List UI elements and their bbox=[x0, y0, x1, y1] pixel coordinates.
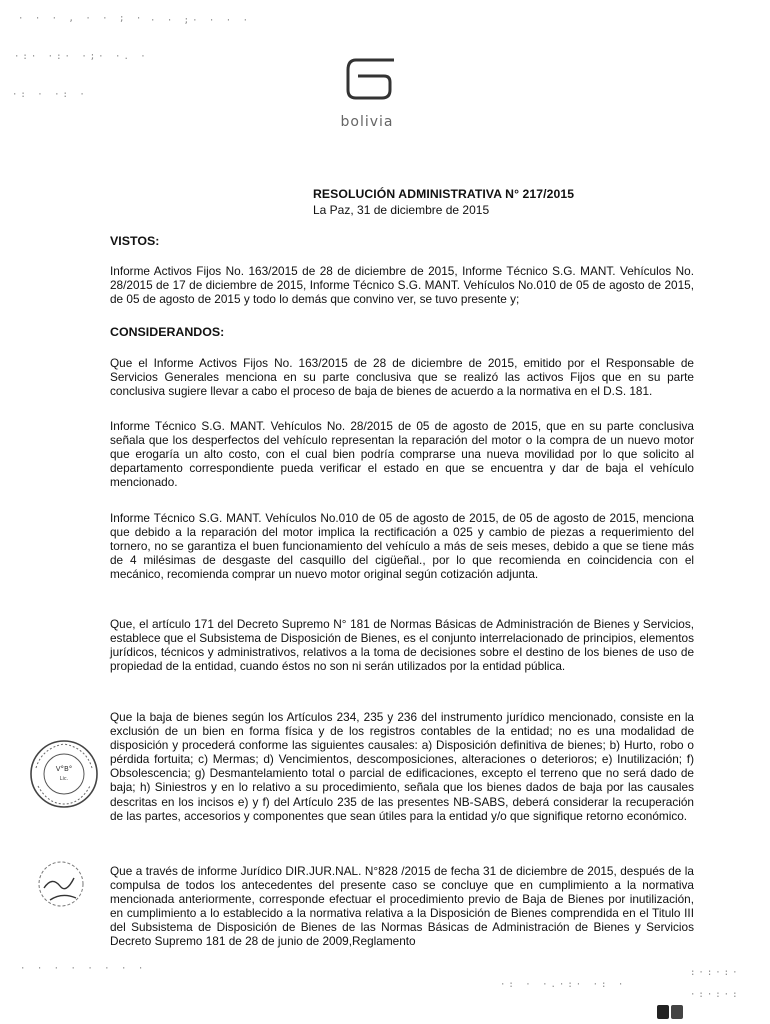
scan-noise: · · · · · · · · bbox=[20, 964, 147, 974]
scan-noise: ·: · ·: · bbox=[12, 90, 88, 100]
scan-noise: ·:·:·: bbox=[690, 990, 741, 1000]
paragraph-considerando-1: Que el Informe Activos Fijos No. 163/2015 de 28 de diciembre de 2015, emitido por el Responsable de Servicios Generales menciona en su parte conclusiva que se realizó las activos Fijos que en su parte conclusiva sugiere llevar a cabo el proceso de baja de bienes de acuerdo a la normativa en el D.S. 181. bbox=[110, 356, 694, 399]
section-vistos: VISTOS: bbox=[110, 234, 160, 248]
signature-stamp-icon bbox=[30, 858, 92, 916]
resolution-title: RESOLUCIÓN ADMINISTRATIVA N° 217/2015 bbox=[313, 187, 575, 201]
scan-noise: ·: · ·.·:· ·: · bbox=[500, 980, 627, 990]
scan-noise: · · · , · · ; · bbox=[18, 14, 145, 24]
scan-noise: · · ;· · · · bbox=[150, 16, 252, 26]
logo-wordmark: bolivia bbox=[340, 114, 394, 130]
section-considerandos: CONSIDERANDOS: bbox=[110, 325, 225, 339]
bolivia-tv-logo-icon bbox=[338, 56, 398, 102]
corner-mark-icon bbox=[656, 1004, 686, 1020]
round-seal-stamp-icon bbox=[28, 738, 100, 810]
resolution-date: La Paz, 31 de diciembre de 2015 bbox=[313, 203, 490, 217]
paragraph-considerando-3: Informe Técnico S.G. MANT. Vehículos No.010 de 05 de agosto de 2015, de 05 de agosto de 2015, menciona que debido a la reparación del motor implica la rectificación a 025 y cambio de piezas a requerimiento del tornero, no se garantiza el buen funcionamiento del vehículo a más de seis meses, debido a que se tiene más de 4 milésimas de desgaste del casquillo del cigüeñal., por lo que recomienda en coincidencia con el mecánico, recomienda comprar un nuevo motor original según cotización adjunta. bbox=[110, 511, 694, 582]
scan-noise: ·:· ·:· ·;· ·. · bbox=[14, 52, 149, 62]
paragraph-vistos: Informe Activos Fijos No. 163/2015 de 28 de diciembre de 2015, Informe Técnico S.G. MANT. Vehículos No. 28/2015 de 17 de diciembre de 2015, Informe Técnico S.G. MANT. Vehículos No.010 de 05 de agosto de 2015, de 05 de agosto de 2015 y todo lo demás que convino ver, se tuvo presente y; bbox=[110, 264, 694, 307]
paragraph-considerando-2: Informe Técnico S.G. MANT. Vehículos No. 28/2015 de 05 de agosto de 2015, que en su parte conclusiva señala que los desperfectos del vehículo representan la reparación del motor o la compra de un nuevo motor que erogaría un alto costo, con el cual bien podría comprarse una nueva movilidad por lo que solicito al departamento correspondiente pueda verificar el estado en que se encuentra y dar de baja el vehículo mencionado. bbox=[110, 419, 694, 490]
paragraph-considerando-4: Que, el artículo 171 del Decreto Supremo N° 181 de Normas Básicas de Administración de Bienes y Servicios, establece que el Subsistema de Disposición de Bienes, es el conjunto interrelacionado de principios, elementos jurídicos, técnicos y administrativos, relativos a la toma de decisiones sobre el destino de los bienes de uso de propiedad de la entidad, cuando éstos no son ni serán utilizados por la entidad pública. bbox=[110, 617, 694, 674]
scan-noise: :·:·:· bbox=[690, 968, 741, 978]
paragraph-considerando-5: Que la baja de bienes según los Artículos 234, 235 y 236 del instrumento jurídico mencionado, consiste en la exclusión de un bien en forma física y de los registros contables de la entidad; no es una modalidad de disposición y procederá conforme las siguientes causales: a) Disposición definitiva de bienes; b) Hurto, robo o pérdida fortuita; c) Mermas; d) Vencimientos, descomposiciones, alteraciones o deterioros; e) Inutilización; f) Obsolescencia; g) Desmantelamiento total o parcial de edificaciones, excepto el terreno que no será dado de baja; h) Siniestros y en lo relativo a su procedimiento, señala que los bienes dados de baja por las causales descritas en los incisos e) y f) del Artículo 235 de las presentes NB-SABS, deberá considerar la recuperación de las partes, accesorios y componentes que sean útiles para la entidad y/o que signifique retorno económico. bbox=[110, 710, 694, 823]
svg-text:V°B°: V°B° bbox=[55, 765, 73, 773]
svg-text:Lic.: Lic. bbox=[59, 776, 69, 782]
paragraph-considerando-6: Que a través de informe Jurídico DIR.JUR.NAL. N°828 /2015 de fecha 31 de diciembre de 2015, después de la compulsa de todos los antecedentes del presente caso se concluye que en cumplimiento a la normativa mencionada anteriormente, corresponde efectuar el procedimiento previo de Baja de Bienes por inutilización, en cumplimiento a lo establecido a la normativa relativa a la Disposición de Bienes comprendida en el Titulo III del Subsistema de Disposición de Bienes de las Normas Básicas de Administración de Bienes y Servicios Decreto Supremo 181 de 28 de junio de 2009,Reglamento bbox=[110, 864, 694, 949]
